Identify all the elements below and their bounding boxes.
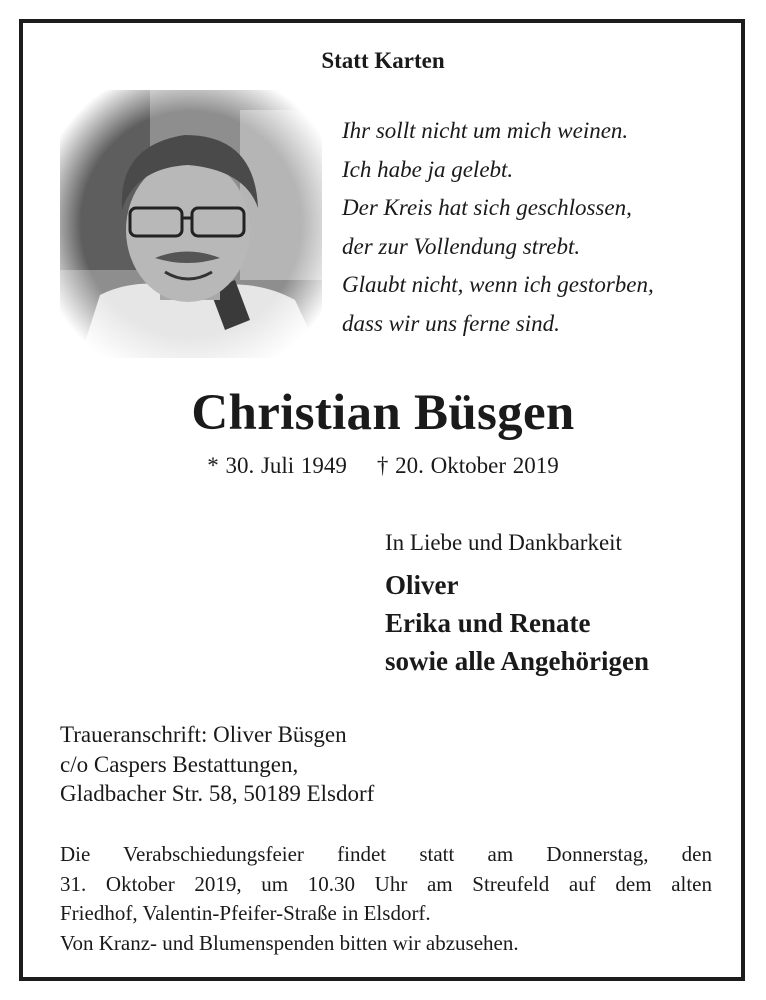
family-names (385, 566, 745, 680)
address-line: c/o Caspers Bestattungen, (60, 751, 299, 777)
notice-header: Statt Karten (321, 48, 445, 73)
deceased-name: Christian Büsgen (191, 385, 575, 441)
family-block (385, 530, 745, 680)
death-date: † 20. Oktober 2019 (376, 453, 559, 478)
service-line: Die Verabschiedungsfeier findet statt am Donnerstag, den (60, 842, 712, 866)
family-name: sowie alle Angehörigen (385, 646, 649, 676)
poem-line: dass wir uns ferne sind. (342, 310, 560, 336)
life-dates (0, 453, 766, 479)
birth-date: * 30. Juli 1949 (207, 453, 347, 478)
mourning-address (60, 720, 740, 809)
address-line: Traueranschrift: Oliver Büsgen (60, 722, 347, 747)
portrait-illustration (60, 90, 322, 358)
family-name: Oliver (385, 570, 459, 600)
poem-line: Glaubt nicht, wenn ich gestorben, (342, 272, 654, 297)
family-intro: In Liebe und Dankbarkeit (385, 530, 622, 555)
poem-line: Ich habe ja gelebt. (342, 156, 514, 182)
family-name: Erika und Renate (385, 608, 591, 638)
service-line: Friedhof, Valentin-Pfeifer-Straße in Elsdorf. (60, 901, 431, 925)
poem (342, 112, 742, 343)
service-line: 31. Oktober 2019, um 10.30 Uhr am Streufeld auf dem alten (60, 871, 712, 896)
service-line: Von Kranz- und Blumenspenden bitten wir abzusehen. (60, 930, 519, 955)
portrait-photo (60, 90, 322, 358)
poem-line: der zur Vollendung strebt. (342, 233, 581, 259)
service-info (60, 840, 712, 958)
poem-line: Der Kreis hat sich geschlossen, (342, 195, 632, 220)
poem-line: Ihr sollt nicht um mich weinen. (342, 118, 629, 143)
address-line: Gladbacher Str. 58, 50189 Elsdorf (60, 781, 375, 806)
